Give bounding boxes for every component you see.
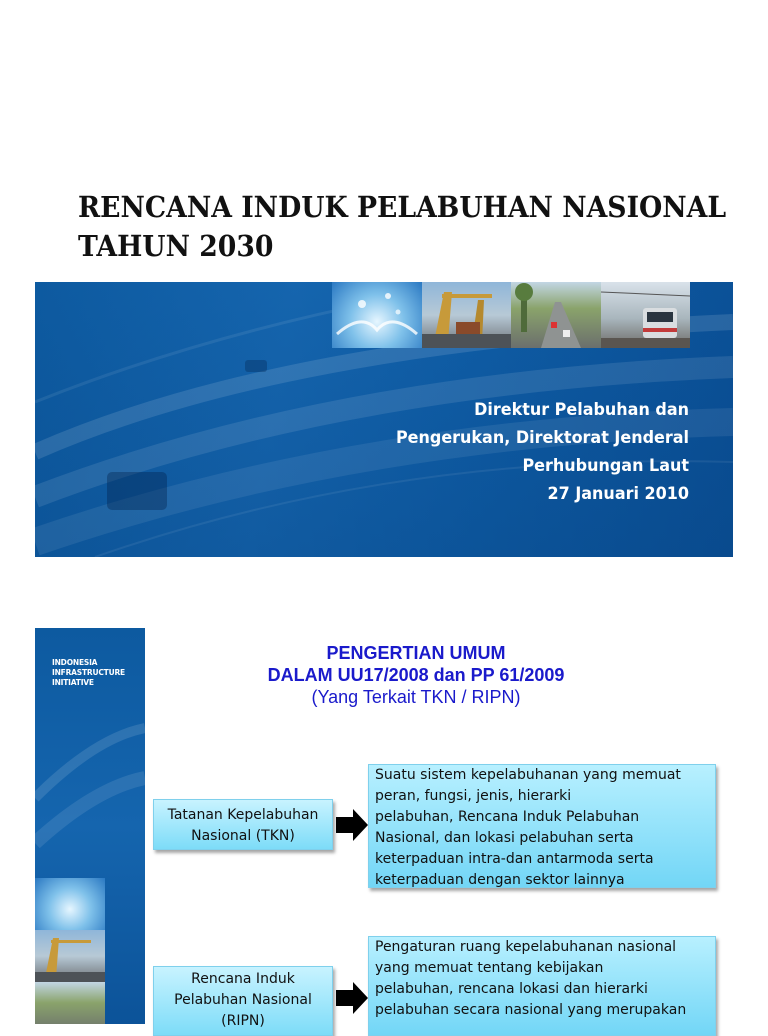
photo-strip	[332, 282, 690, 348]
iii-logo	[52, 658, 125, 688]
definition-line: keterpaduan dengan sektor lainnya	[375, 872, 625, 888]
definition-line: Nasional, dan lokasi pelabuhan serta	[375, 830, 634, 846]
definition-line: Pengaturan ruang kepelabuhanan nasional	[375, 939, 677, 955]
term-label-line: Pelabuhan Nasional	[174, 992, 312, 1008]
definition-line: pelabuhan secara nasional yang merupakan	[375, 1002, 687, 1018]
presenter-line-2: Pengerukan, Direktorat Jenderal	[395, 428, 689, 448]
presentation-date: 27 Januari 2010	[547, 484, 689, 504]
water-splash-photo	[35, 878, 105, 930]
definition-line: pelabuhan, Rencana Induk Pelabuhan	[375, 809, 640, 825]
term-label-line: (RIPN)	[221, 1013, 265, 1029]
port-cranes-photo	[422, 282, 512, 348]
title-banner	[35, 282, 733, 557]
presenter-line-3: Perhubungan Laut	[522, 456, 689, 476]
term-box-tkn	[153, 799, 333, 850]
commuter-train-photo	[601, 282, 691, 348]
definition-box-tkn	[368, 764, 716, 888]
definition-box-ripn	[368, 936, 716, 1036]
term-label-line: Tatanan Kepelabuhan	[167, 807, 319, 823]
presenter-line-1: Direktur Pelabuhan dan	[474, 400, 689, 420]
side-photo-column	[35, 878, 105, 1024]
highway-traffic-photo	[511, 282, 601, 348]
definition-line: yang memuat tentang kebijakan	[375, 960, 604, 976]
presenter-info	[351, 396, 689, 508]
slide-title-line-2: TAHUN 2030	[78, 229, 274, 263]
definition-line: pelabuhan, rencana lokasi dan hierarki	[375, 981, 648, 997]
definition-line: keterpaduan intra-dan antarmoda serta	[375, 851, 654, 867]
water-splash-photo	[332, 282, 422, 348]
section-heading	[160, 642, 672, 708]
highway-traffic-photo	[35, 982, 105, 1024]
heading-line-1: PENGERTIAN UMUM	[326, 643, 506, 663]
right-arrow-icon	[335, 808, 369, 842]
logo-line-2: INFRASTRUCTURE	[52, 668, 125, 677]
sidebar-banner	[35, 628, 145, 1024]
term-box-ripn	[153, 966, 333, 1036]
right-arrow-icon	[335, 981, 369, 1015]
definition-line: Suatu sistem kepelabuhanan yang memuat	[375, 767, 681, 783]
term-label-line: Nasional (TKN)	[191, 828, 295, 844]
slide-title-line-1: RENCANA INDUK PELABUHAN NASIONAL	[78, 190, 727, 224]
slide-title	[78, 188, 727, 266]
port-cranes-photo	[35, 930, 105, 982]
heading-line-3: (Yang Terkait TKN / RIPN)	[311, 687, 521, 707]
definition-line: peran, fungsi, jenis, hierarki	[375, 788, 572, 804]
term-label-line: Rencana Induk	[191, 971, 295, 987]
heading-line-2: DALAM UU17/2008 dan PP 61/2009	[267, 665, 565, 685]
logo-line-1: INDONESIA	[52, 658, 98, 667]
logo-line-3: INITIATIVE	[52, 678, 94, 687]
